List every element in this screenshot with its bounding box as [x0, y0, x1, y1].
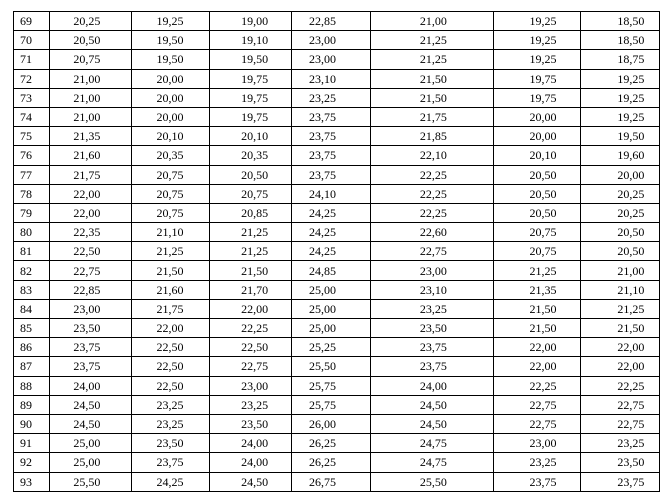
value-cell: 23,75: [493, 472, 581, 491]
value-cell: 21,75: [131, 299, 210, 318]
value-cell: 22,25: [493, 376, 581, 395]
table-row: [14, 280, 660, 299]
value-cell: 20,25: [581, 184, 660, 203]
value-cell: 19,25: [581, 107, 660, 126]
value-cell: 19,75: [210, 69, 292, 88]
value-cell: 24,25: [292, 242, 371, 261]
value-cell: 21,25: [210, 242, 292, 261]
value-cell: 22,35: [50, 223, 131, 242]
value-cell: 26,25: [292, 434, 371, 453]
value-cell: 25,00: [50, 453, 131, 472]
value-cell: 23,75: [292, 165, 371, 184]
value-cell: 23,50: [210, 414, 292, 433]
value-cell: 21,50: [370, 69, 493, 88]
value-cell: 18,50: [581, 31, 660, 50]
value-cell: 23,00: [50, 299, 131, 318]
value-cell: 26,00: [292, 414, 371, 433]
value-cell: 21,60: [131, 280, 210, 299]
value-cell: 21,25: [210, 223, 292, 242]
value-cell: 24,75: [370, 434, 493, 453]
value-cell: 19,50: [131, 50, 210, 69]
table-row: [14, 261, 660, 280]
row-index-cell: 70: [14, 31, 50, 50]
value-cell: 22,00: [210, 299, 292, 318]
value-cell: 23,25: [581, 434, 660, 453]
row-index-cell: 69: [14, 12, 50, 31]
value-cell: 20,00: [493, 107, 581, 126]
value-cell: 23,75: [292, 107, 371, 126]
row-index-cell: 72: [14, 69, 50, 88]
value-cell: 21,25: [370, 50, 493, 69]
table-row: [14, 127, 660, 146]
value-cell: 25,00: [292, 299, 371, 318]
value-cell: 21,25: [131, 242, 210, 261]
value-cell: 22,75: [581, 414, 660, 433]
value-cell: 20,75: [493, 242, 581, 261]
value-cell: 21,00: [370, 12, 493, 31]
value-cell: 24,50: [50, 414, 131, 433]
table-row: [14, 12, 660, 31]
table-row: [14, 31, 660, 50]
value-cell: 20,85: [210, 203, 292, 222]
value-cell: 21,75: [50, 165, 131, 184]
value-cell: 19,75: [210, 107, 292, 126]
value-cell: 20,00: [493, 127, 581, 146]
value-cell: 20,75: [210, 184, 292, 203]
table-row: [14, 165, 660, 184]
value-cell: 22,00: [581, 357, 660, 376]
value-cell: 23,25: [131, 414, 210, 433]
value-cell: 20,50: [493, 203, 581, 222]
value-cell: 19,10: [210, 31, 292, 50]
value-cell: 22,50: [131, 357, 210, 376]
table-row: [14, 107, 660, 126]
value-cell: 22,00: [131, 319, 210, 338]
value-cell: 18,50: [581, 12, 660, 31]
value-cell: 20,50: [581, 242, 660, 261]
table-row: [14, 453, 660, 472]
value-cell: 22,25: [370, 184, 493, 203]
value-cell: 19,25: [581, 88, 660, 107]
value-cell: 21,50: [210, 261, 292, 280]
value-cell: 23,25: [493, 453, 581, 472]
row-index-cell: 74: [14, 107, 50, 126]
value-cell: 20,25: [50, 12, 131, 31]
row-index-cell: 82: [14, 261, 50, 280]
value-cell: 22,85: [50, 280, 131, 299]
value-cell: 24,50: [50, 395, 131, 414]
value-cell: 25,75: [292, 376, 371, 395]
value-cell: 21,10: [131, 223, 210, 242]
value-cell: 21,10: [581, 280, 660, 299]
value-cell: 22,50: [210, 338, 292, 357]
value-cell: 22,75: [493, 395, 581, 414]
value-cell: 22,10: [370, 146, 493, 165]
table-row: [14, 299, 660, 318]
value-cell: 24,25: [292, 203, 371, 222]
value-cell: 24,50: [370, 395, 493, 414]
row-index-cell: 90: [14, 414, 50, 433]
value-cell: 22,75: [493, 414, 581, 433]
value-cell: 23,75: [581, 472, 660, 491]
value-cell: 24,50: [210, 472, 292, 491]
value-cell: 21,70: [210, 280, 292, 299]
value-cell: 23,00: [210, 376, 292, 395]
value-cell: 24,00: [370, 376, 493, 395]
value-cell: 20,00: [131, 88, 210, 107]
value-cell: 22,50: [131, 338, 210, 357]
value-cell: 20,00: [131, 107, 210, 126]
value-cell: 24,00: [210, 453, 292, 472]
value-cell: 20,75: [50, 50, 131, 69]
table-row: [14, 69, 660, 88]
row-index-cell: 86: [14, 338, 50, 357]
value-cell: 19,50: [210, 50, 292, 69]
value-cell: 26,75: [292, 472, 371, 491]
table-row: [14, 414, 660, 433]
value-cell: 20,50: [493, 184, 581, 203]
value-cell: 23,10: [370, 280, 493, 299]
value-cell: 23,25: [292, 88, 371, 107]
value-cell: 21,85: [370, 127, 493, 146]
table-row: [14, 184, 660, 203]
value-cell: 24,00: [50, 376, 131, 395]
value-cell: 20,50: [210, 165, 292, 184]
value-cell: 20,10: [493, 146, 581, 165]
value-cell: 25,00: [292, 280, 371, 299]
value-cell: 25,50: [50, 472, 131, 491]
value-cell: 22,75: [370, 242, 493, 261]
value-cell: 23,00: [493, 434, 581, 453]
value-cell: 19,00: [210, 12, 292, 31]
value-cell: 21,00: [581, 261, 660, 280]
table-row: [14, 242, 660, 261]
value-cell: 21,50: [493, 319, 581, 338]
value-cell: 21,50: [131, 261, 210, 280]
value-cell: 24,00: [210, 434, 292, 453]
value-cell: 26,25: [292, 453, 371, 472]
value-cell: 22,00: [50, 184, 131, 203]
value-cell: 21,75: [370, 107, 493, 126]
value-cell: 20,35: [210, 146, 292, 165]
value-cell: 22,75: [210, 357, 292, 376]
value-cell: 25,50: [292, 357, 371, 376]
row-index-cell: 77: [14, 165, 50, 184]
table-row: [14, 395, 660, 414]
value-cell: 22,50: [50, 242, 131, 261]
value-cell: 22,75: [50, 261, 131, 280]
table-body: [14, 12, 660, 492]
table-row: [14, 434, 660, 453]
value-cell: 19,50: [581, 127, 660, 146]
value-cell: 21,60: [50, 146, 131, 165]
value-cell: 25,25: [292, 338, 371, 357]
value-cell: 21,25: [370, 31, 493, 50]
value-cell: 20,25: [581, 203, 660, 222]
row-index-cell: 93: [14, 472, 50, 491]
row-index-cell: 80: [14, 223, 50, 242]
table-row: [14, 223, 660, 242]
table-row: [14, 146, 660, 165]
value-cell: 23,10: [292, 69, 371, 88]
value-cell: 21,50: [581, 319, 660, 338]
row-index-cell: 79: [14, 203, 50, 222]
value-cell: 22,85: [292, 12, 371, 31]
value-cell: 19,75: [210, 88, 292, 107]
value-cell: 24,75: [370, 453, 493, 472]
value-cell: 21,35: [50, 127, 131, 146]
value-cell: 21,00: [50, 88, 131, 107]
value-cell: 22,25: [370, 203, 493, 222]
value-cell: 22,50: [131, 376, 210, 395]
table-row: [14, 50, 660, 69]
value-cell: 20,75: [131, 203, 210, 222]
value-cell: 20,75: [131, 184, 210, 203]
value-cell: 20,50: [581, 223, 660, 242]
value-cell: 20,00: [581, 165, 660, 184]
value-cell: 22,25: [370, 165, 493, 184]
values-table: [13, 11, 660, 492]
value-cell: 25,00: [292, 319, 371, 338]
value-cell: 24,25: [131, 472, 210, 491]
value-cell: 24,50: [370, 414, 493, 433]
values-table-container: [13, 11, 660, 492]
value-cell: 23,25: [210, 395, 292, 414]
row-index-cell: 91: [14, 434, 50, 453]
value-cell: 19,25: [131, 12, 210, 31]
row-index-cell: 75: [14, 127, 50, 146]
value-cell: 21,25: [493, 261, 581, 280]
value-cell: 23,50: [370, 319, 493, 338]
value-cell: 24,85: [292, 261, 371, 280]
row-index-cell: 88: [14, 376, 50, 395]
value-cell: 22,75: [581, 395, 660, 414]
value-cell: 23,00: [292, 31, 371, 50]
value-cell: 19,25: [493, 31, 581, 50]
value-cell: 23,50: [131, 434, 210, 453]
value-cell: 23,25: [131, 395, 210, 414]
value-cell: 21,00: [50, 107, 131, 126]
value-cell: 19,25: [493, 50, 581, 69]
value-cell: 22,00: [50, 203, 131, 222]
value-cell: 19,50: [131, 31, 210, 50]
value-cell: 23,75: [131, 453, 210, 472]
value-cell: 23,75: [370, 338, 493, 357]
value-cell: 25,00: [50, 434, 131, 453]
value-cell: 21,00: [50, 69, 131, 88]
row-index-cell: 89: [14, 395, 50, 414]
value-cell: 25,50: [370, 472, 493, 491]
table-row: [14, 319, 660, 338]
value-cell: 21,50: [493, 299, 581, 318]
table-row: [14, 357, 660, 376]
row-index-cell: 87: [14, 357, 50, 376]
table-row: [14, 338, 660, 357]
value-cell: 23,75: [50, 357, 131, 376]
row-index-cell: 92: [14, 453, 50, 472]
row-index-cell: 76: [14, 146, 50, 165]
value-cell: 22,25: [581, 376, 660, 395]
value-cell: 24,10: [292, 184, 371, 203]
row-index-cell: 83: [14, 280, 50, 299]
value-cell: 19,25: [493, 12, 581, 31]
value-cell: 22,00: [493, 338, 581, 357]
value-cell: 19,60: [581, 146, 660, 165]
table-row: [14, 203, 660, 222]
row-index-cell: 81: [14, 242, 50, 261]
value-cell: 23,00: [292, 50, 371, 69]
value-cell: 23,75: [370, 357, 493, 376]
value-cell: 22,60: [370, 223, 493, 242]
value-cell: 19,75: [493, 88, 581, 107]
value-cell: 24,25: [292, 223, 371, 242]
value-cell: 20,10: [210, 127, 292, 146]
row-index-cell: 73: [14, 88, 50, 107]
table-row: [14, 88, 660, 107]
value-cell: 20,00: [131, 69, 210, 88]
value-cell: 21,35: [493, 280, 581, 299]
row-index-cell: 84: [14, 299, 50, 318]
value-cell: 19,75: [493, 69, 581, 88]
value-cell: 22,00: [493, 357, 581, 376]
value-cell: 23,75: [292, 146, 371, 165]
value-cell: 19,25: [581, 69, 660, 88]
value-cell: 21,25: [581, 299, 660, 318]
value-cell: 25,75: [292, 395, 371, 414]
value-cell: 23,50: [50, 319, 131, 338]
value-cell: 23,00: [370, 261, 493, 280]
value-cell: 20,50: [50, 31, 131, 50]
value-cell: 20,50: [493, 165, 581, 184]
value-cell: 18,75: [581, 50, 660, 69]
value-cell: 23,75: [50, 338, 131, 357]
value-cell: 23,75: [292, 127, 371, 146]
table-row: [14, 376, 660, 395]
value-cell: 23,50: [581, 453, 660, 472]
value-cell: 20,75: [131, 165, 210, 184]
value-cell: 22,00: [581, 338, 660, 357]
value-cell: 20,10: [131, 127, 210, 146]
row-index-cell: 78: [14, 184, 50, 203]
value-cell: 21,50: [370, 88, 493, 107]
row-index-cell: 71: [14, 50, 50, 69]
value-cell: 22,25: [210, 319, 292, 338]
row-index-cell: 85: [14, 319, 50, 338]
value-cell: 20,75: [493, 223, 581, 242]
value-cell: 20,35: [131, 146, 210, 165]
value-cell: 23,25: [370, 299, 493, 318]
